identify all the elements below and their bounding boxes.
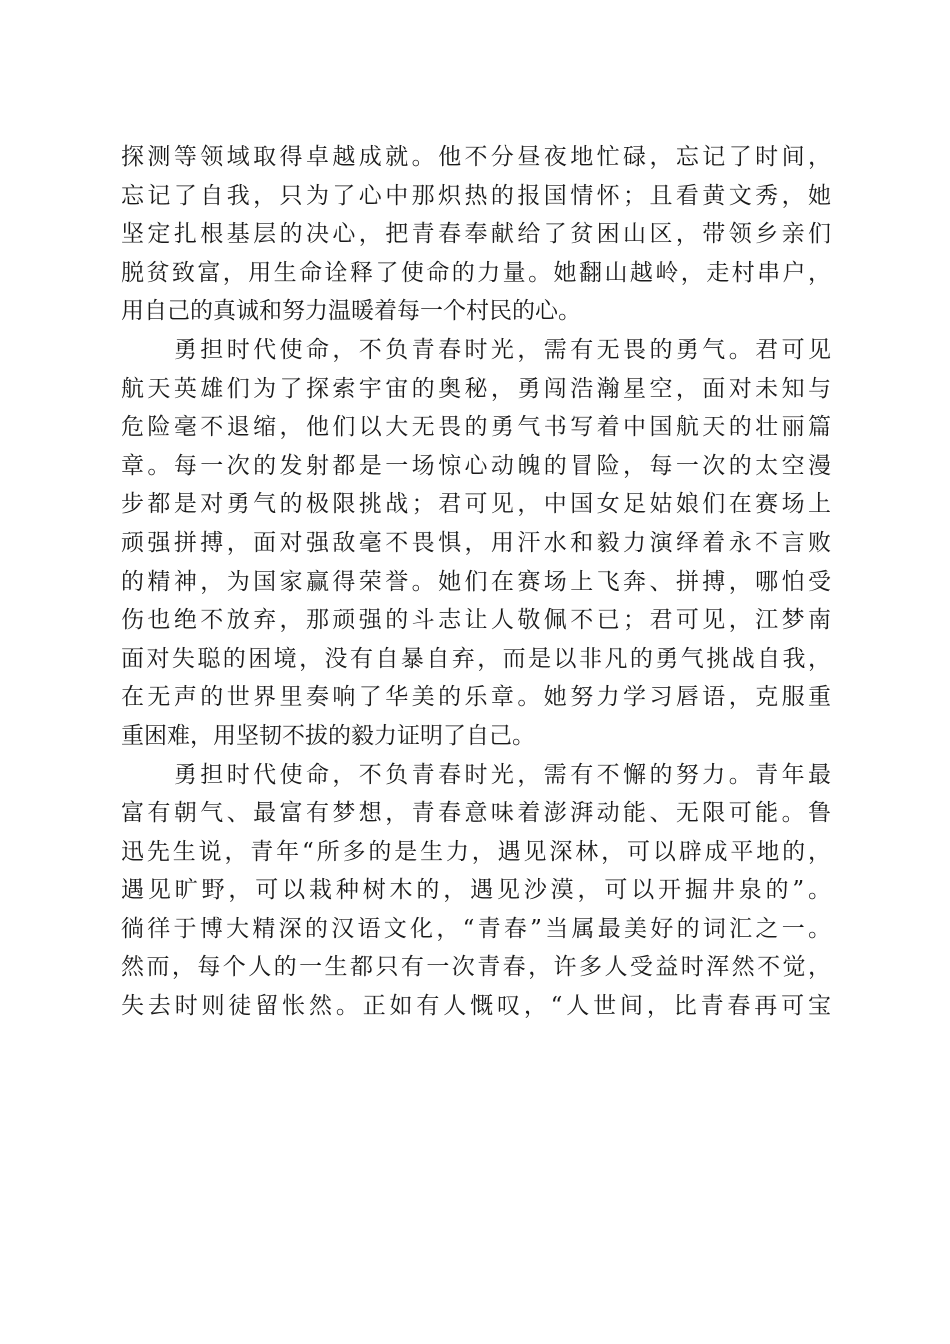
text-line-12: 的精神，为国家赢得荣誉。她们在赛场上飞奔、拼搏，哪怕受 <box>121 568 831 595</box>
text-line-18: 富有朝气、最富有梦想，青春意味着澎湃动能、无限可能。鲁 <box>121 800 831 827</box>
text-line-17: 勇担时代使命，不负青春时光，需有不懈的努力。青年最 <box>121 761 831 788</box>
text-line-11: 顽强拼搏，面对强敌毫不畏惧，用汗水和毅力演绎着永不言败 <box>121 529 831 556</box>
text-line-23: 失去时则徒留怅然。正如有人慨叹，“人世间，比青春再可宝 <box>121 993 831 1020</box>
text-line-20: 遇见旷野，可以栽种树木的，遇见沙漠，可以开掘井泉的”。 <box>121 877 831 904</box>
text-line-21: 徜徉于博大精深的汉语文化，“青春”当属最美好的词汇之一。 <box>121 915 831 942</box>
text-line-6: 勇担时代使命，不负青春时光，需有无畏的勇气。君可见 <box>121 336 831 363</box>
text-line-13: 伤也绝不放弃，那顽强的斗志让人敬佩不已；君可见，江梦南 <box>121 607 831 634</box>
text-line-14: 面对失聪的困境，没有自暴自弃，而是以非凡的勇气挑战自我， <box>121 645 831 672</box>
text-line-19: 迅先生说，青年“所多的是生力，遇见深林，可以辟成平地的， <box>121 838 831 865</box>
essay-text <box>121 138 831 1026</box>
text-line-8: 危险毫不退缩，他们以大无畏的勇气书写着中国航天的壮丽篇 <box>121 414 831 441</box>
text-line-22: 然而，每个人的一生都只有一次青春，许多人受益时浑然不觉， <box>121 954 831 981</box>
text-line-1: 探测等领域取得卓越成就。他不分昼夜地忙碌，忘记了时间， <box>121 144 831 170</box>
text-line-16: 重困难，用坚韧不拔的毅力证明了自己。 <box>121 722 535 749</box>
text-line-3: 坚定扎根基层的决心，把青春奉献给了贫困山区，带领乡亲们 <box>121 221 831 248</box>
text-line-4: 脱贫致富，用生命诠释了使命的力量。她翻山越岭，走村串户， <box>121 259 831 286</box>
text-line-2: 忘记了自我，只为了心中那炽热的报国情怀；且看黄文秀，她 <box>121 182 831 209</box>
text-line-5: 用自己的真诚和努力温暖着每一个村民的心。 <box>121 298 581 325</box>
text-line-10: 步都是对勇气的极限挑战；君可见，中国女足姑娘们在赛场上 <box>121 491 831 518</box>
text-line-7: 航天英雄们为了探索宇宙的奥秘，勇闯浩瀚星空，面对未知与 <box>121 375 831 402</box>
text-line-15: 在无声的世界里奏响了华美的乐章。她努力学习唇语，克服重 <box>121 684 831 711</box>
text-line-9: 章。每一次的发射都是一场惊心动魄的冒险，每一次的太空漫 <box>121 452 831 479</box>
